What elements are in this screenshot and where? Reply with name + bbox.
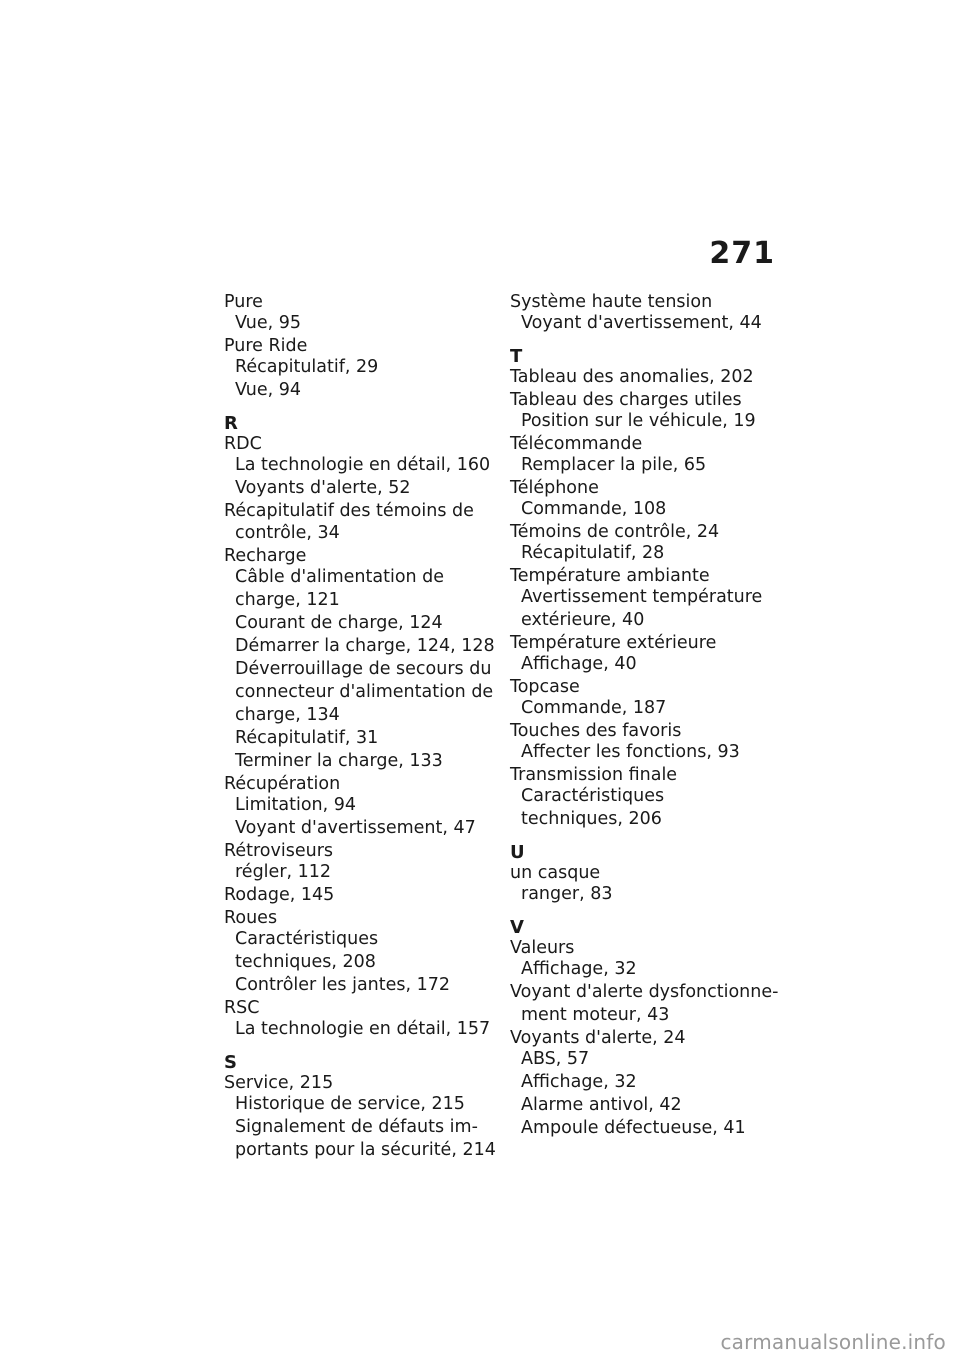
index-subterm: Ampoule défectueuse, 41 [521,1118,746,1138]
index-entry [510,434,780,476]
index-entry [510,292,780,334]
index-subterm: Limitation, 94 [235,795,357,815]
index-term: Voyant d'alerte dysfonctionne- [510,982,779,1002]
index-term: un casque [510,863,601,883]
index-entry [224,885,514,906]
index-term: Téléphone [510,478,599,498]
index-entry [510,765,780,830]
index-entry [510,1028,780,1139]
index-entry [224,841,514,883]
index-subterm: La technologie en détail, 160 [235,455,491,475]
index-term: Service, 215 [224,1073,334,1093]
letter-heading-s: S [224,1052,237,1073]
index-term: Rodage, 145 [224,885,335,905]
index-entry [510,982,780,1026]
index-entry [224,546,514,772]
watermark-footer: carmanualsonline.info [720,1330,946,1354]
index-subterm: Position sur le véhicule, 19 [521,411,756,431]
index-term: Touches des favoris [510,721,682,741]
index-subterm: Vue, 94 [235,380,302,400]
index-entry [510,863,780,905]
index-subterm: ranger, 83 [521,884,613,904]
index-term: Voyants d'alerte, 24 [510,1028,686,1048]
index-entry [510,677,780,719]
letter-heading-v: V [510,917,524,938]
index-subterm: Affecter les fonctions, 93 [521,742,740,762]
index-term: Température ambiante [510,566,710,586]
index-subterm: ABS, 57 [521,1049,590,1069]
index-subterm: Contrôler les jantes, 172 [235,975,451,995]
index-term: RDC [224,434,262,454]
index-subterm: Signalement de défauts im- [235,1117,478,1137]
index-subterm: Avertissement température [521,587,763,607]
index-term: Pure Ride [224,336,308,356]
index-subterm: Déverrouillage de secours du [235,659,492,679]
index-subterm: Affichage, 32 [521,1072,637,1092]
letter-heading-r: R [224,413,238,434]
index-subterm: Voyant d'avertissement, 44 [521,313,762,333]
index-subterm-continuation: charge, 121 [235,590,340,610]
index-subterm: Commande, 187 [521,698,667,718]
index-term: Topcase [510,677,580,697]
index-subterm-continuation: techniques, 208 [235,952,376,972]
index-subterm: Affichage, 32 [521,959,637,979]
index-term: Récapitulatif des témoins de [224,501,474,521]
index-term: Système haute tension [510,292,713,312]
index-subterm: Affichage, 40 [521,654,637,674]
letter-heading-t: T [510,346,523,367]
index-subterm: La technologie en détail, 157 [235,1019,491,1039]
index-subterm-continuation: portants pour la sécurité, 214 [235,1140,496,1160]
index-entry [510,478,780,520]
index-subterm: Historique de service, 215 [235,1094,465,1114]
index-subterm: Courant de charge, 124 [235,613,443,633]
page-number: 271 [709,236,775,271]
index-term: Tableau des anomalies, 202 [510,367,754,387]
index-entry [510,566,780,631]
index-subterm: Remplacer la pile, 65 [521,455,707,475]
index-term-continuation: contrôle, 34 [235,523,340,543]
index-subterm: Démarrer la charge, 124, 128 [235,636,495,656]
index-subterm-continuation: extérieure, 40 [521,610,645,630]
index-entry [224,908,514,996]
index-entry [224,336,514,401]
index-subterm: Terminer la charge, 133 [235,751,443,771]
index-term: Télécommande [510,434,643,454]
index-subterm: Récapitulatif, 29 [235,357,379,377]
index-entry [224,292,514,334]
index-term: Récupération [224,774,341,794]
index-term: Roues [224,908,278,928]
index-subterm: Récapitulatif, 31 [235,728,379,748]
index-entry [510,390,780,432]
index-term-continuation: ment moteur, 43 [521,1005,670,1025]
index-entry [224,501,514,544]
index-subterm: Voyants d'alerte, 52 [235,478,411,498]
index-subterm-continuation: connecteur d'alimentation de [235,682,494,702]
index-term: RSC [224,998,260,1018]
index-entry [510,522,780,564]
index-entry [510,367,780,388]
index-entry [224,1073,514,1161]
index-column-left [224,292,514,1161]
index-subterm: Caractéristiques [521,786,665,806]
index-term: Tableau des charges utiles [510,390,742,410]
index-term: Transmission finale [510,765,678,785]
index-entry [224,998,514,1040]
index-entry [510,938,780,980]
index-subterm: Vue, 95 [235,313,302,333]
letter-heading-u: U [510,842,525,863]
index-subterm: régler, 112 [235,862,332,882]
index-subterm: Caractéristiques [235,929,379,949]
index-term: Rétroviseurs [224,841,334,861]
index-subterm: Récapitulatif, 28 [521,543,665,563]
index-subterm-continuation: techniques, 206 [521,809,662,829]
index-term: Pure [224,292,263,312]
index-subterm-continuation: charge, 134 [235,705,340,725]
index-entry [224,774,514,839]
index-term: Témoins de contrôle, 24 [510,522,720,542]
index-column-right [510,292,780,1139]
index-entry [510,721,780,763]
index-term: Température extérieure [510,633,717,653]
index-term: Recharge [224,546,307,566]
index-entry [510,633,780,675]
index-subterm: Câble d'alimentation de [235,567,445,587]
index-term: Valeurs [510,938,575,958]
index-subterm: Alarme antivol, 42 [521,1095,682,1115]
index-entry [224,434,514,499]
index-subterm: Commande, 108 [521,499,667,519]
index-subterm: Voyant d'avertissement, 47 [235,818,476,838]
